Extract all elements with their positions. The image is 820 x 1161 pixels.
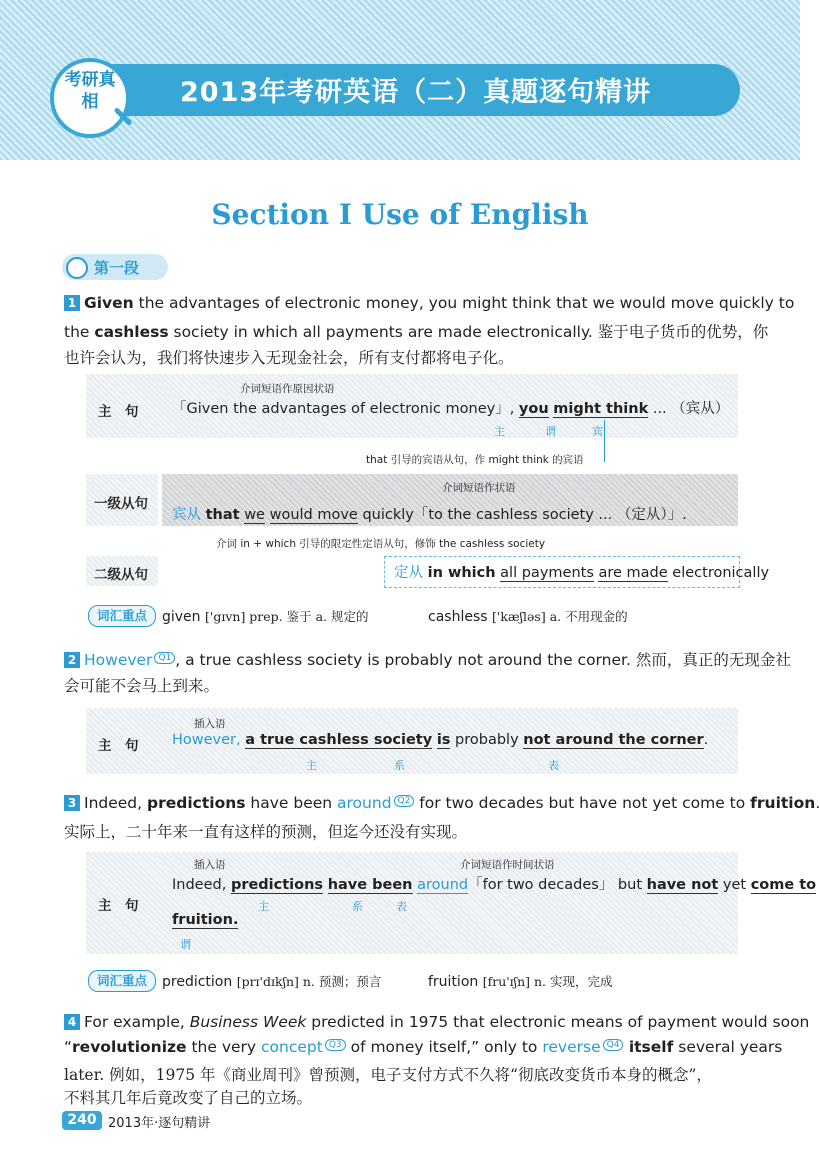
logo-text: 考研真相 [64,70,116,112]
s3-text: Indeed, [84,794,147,812]
s1-vocab-tag: 词汇重点 [88,605,156,627]
s1-lvl1-that: that [205,507,240,523]
s1-note-rel: 介词 in + which 引导的限定性定语从句，修饰 the cashless society [216,538,546,550]
s1-line1 [64,294,794,312]
s4-word-concept: concept [261,1038,323,1056]
s1-number: 1 [64,295,80,311]
s3-question-marker: Q2 [394,795,415,807]
s2-gloss-subject: 主 [306,759,317,772]
s1-text: the advantages of electronic money, you might think that we would move quickly to [133,294,795,312]
s3-main-text: Indeed, [172,877,231,893]
s3-line1: 3 Indeed, predictions have been around Q2 for two decades but have not yet come to fruition. [64,794,820,812]
vocab-word: cashless [428,609,488,625]
section-title: Section Ⅰ Use of English [211,198,589,231]
s2-main-label: 主 句 [98,738,139,754]
s3-text: have been [245,794,338,812]
s4-question-marker: Q4 [603,1039,624,1051]
s3-text: for two decades but have not yet come to [414,794,751,812]
s1-main-label: 主 句 [98,404,139,420]
s2-question-marker: Q1 [154,652,175,664]
paragraph-tag-label: 第一段 [94,259,140,277]
s2-main-link: is [436,732,451,748]
paragraph-tag [62,254,168,280]
logo-badge [50,58,130,138]
s3-main-predicative: around [417,877,469,893]
s2-main-text: probably [450,732,524,748]
s3-main-subject: predictions [230,877,324,893]
s2-line2: 会可能不会马上到来。 [64,677,220,695]
s4-number: 4 [64,1014,80,1030]
s1-note-obj: that 引导的宾语从句，作 might think 的宾语 [366,454,584,466]
s3-gloss-predicative: 表 [396,900,407,913]
s2-main-however: However, [172,732,246,748]
s4-text: For example, [84,1013,190,1031]
s4-word-revolutionize: revolutionize [72,1038,187,1056]
s3-word-predictions: predictions [147,794,246,812]
s1-lvl2-clause [394,561,769,582]
s1-arrow [604,420,605,462]
s2-main-subject: a true cashless society [245,732,433,748]
s4-line3 [64,1063,712,1085]
s3-vocab-1 [162,972,381,990]
s2-gloss-link: 系 [394,759,405,772]
s1-line3: 也许会认为，我们将快速步入无现金社会，所有支付都将电子化。 [64,349,514,367]
s4-magazine: Business Week [189,1013,307,1031]
s3-gloss-predicate: 谓 [180,938,191,951]
s2-text: , a true cashless society is probably not around the corner. [175,651,636,669]
s3-main-text: yet [718,877,751,893]
vocab-definition: ['gɪvn] prep. 鉴于 a. 规定的 [205,609,369,624]
vocab-word: fruition [428,974,479,990]
s1-lvl2-predicate: are made [598,565,668,581]
s4-text: the very [186,1038,262,1056]
s3-main-clause-cont [172,912,238,928]
s2-main-clause: However, a true cashless society is probably not around the corner. [172,732,709,748]
s1-lvl1-predicate: would move [269,507,358,523]
s3-line2: 实际上，二十年来一直有这样的预测，但迄今还没有实现。 [64,823,468,841]
banner-title: 2013年考研英语（二）真题逐句精讲 [180,77,652,108]
s3-main-text: 「for two decades」 but [468,877,647,893]
s1-main-text: ... （宾从） [648,401,730,417]
s1-lvl1-subject: we [244,507,265,523]
vocab-definition: [prɪ'dɪkʃn] n. 预测；预言 [236,974,382,989]
s3-vocab-tag: 词汇重点 [88,970,156,992]
s2-word-however: However [84,651,153,669]
s1-note-adv: 介词短语作原因状语 [240,383,335,395]
s3-note-time: 介词短语作时间状语 [460,859,555,871]
s1-note-adv2: 介词短语作状语 [442,482,516,494]
s1-gloss-predicate: 谓 [545,425,556,438]
s4-question-marker: Q3 [325,1039,346,1051]
s2-note-ins: 插入语 [194,718,226,730]
s4-line2 [64,1038,782,1056]
s3-gloss-subject: 主 [258,900,269,913]
s3-word-around: around [337,794,392,812]
s2-number: 2 [64,652,80,668]
vocab-word: prediction [162,974,233,990]
s1-line2 [64,320,768,342]
s1-lvl2-text: electronically [667,565,770,581]
page-number: 240 [62,1111,102,1130]
s1-lvl1-text: quickly「to the cashless society ... （定从）」. [357,507,687,523]
s1-word-cashless: cashless [94,323,169,341]
s4-translation: later. 例如，1975 年《商业周刊》曾预测，电子支付方式不久将“彻底改变货币本身的概念”， [64,1066,712,1084]
s1-text: the [64,323,95,341]
s1-lvl2-subject: all payments [500,565,594,581]
s3-main-object: fruition. [172,912,239,928]
s4-word-itself: itself [623,1038,674,1056]
footer-text: 2013年·逐句精讲 [108,1116,211,1131]
s1-gloss-subject: 主 [494,425,505,438]
s1-vocab-1 [162,607,369,625]
s1-translation: 鉴于电子货币的优势，你 [597,323,769,341]
s3-main-predicate-b: come to [750,877,817,893]
s1-lvl1-tag: 宾从 [172,507,206,523]
s2-line1 [64,648,791,670]
s3-number: 3 [64,795,80,811]
s3-word-fruition: fruition [750,794,816,812]
s1-main-subject: you [518,401,549,417]
s3-vocab-2 [428,972,612,990]
s3-note-ins: 插入语 [194,859,226,871]
s4-line4: 不料其几年后竟改变了自己的立场。 [64,1089,313,1107]
s3-main-label: 主 句 [98,898,139,914]
s4-text: of money itself,” only to [345,1038,543,1056]
vocab-definition: ['kæʃləs] a. 不用现金的 [492,609,628,624]
s1-main-clause [172,397,729,418]
s4-text: predicted in 1975 that electronic means of payment would soon [306,1013,810,1031]
vocab-word: given [162,609,201,625]
s4-line1 [64,1013,809,1031]
s1-lvl2-tag: 定从 [394,565,428,581]
s1-text: society in which all payments are made electronically. [168,323,598,341]
s2-translation: 然而，真正的无现金社 [635,651,791,669]
s1-vocab-2 [428,607,628,625]
s3-main-clause [172,873,816,894]
vocab-definition: [fru'ɪʃn] n. 实现，完成 [482,974,613,989]
s1-lvl2-in-which: in which [427,565,496,581]
s1-main-predicate: might think [553,401,649,417]
s4-text: several years [673,1038,783,1056]
s1-lvl1-clause [172,503,687,524]
s1-gloss-object: 宾 [592,425,603,438]
s4-text: “ [64,1038,73,1056]
s1-word-given: Given [84,294,134,312]
s2-main-predicative: not around the corner [523,732,704,748]
s3-main-link: have been [327,877,413,893]
s3-gloss-link: 系 [352,900,363,913]
s1-lvl2-label: 二级从句 [94,567,148,583]
s1-main-text: 「Given the advantages of electronic money」, [172,401,519,417]
magnifier-icon [66,257,88,279]
s3-main-predicate-a: have not [646,877,719,893]
s2-gloss-predicative: 表 [548,759,559,772]
s4-word-reverse: reverse [542,1038,601,1056]
s1-lvl1-label: 一级从句 [94,496,148,512]
